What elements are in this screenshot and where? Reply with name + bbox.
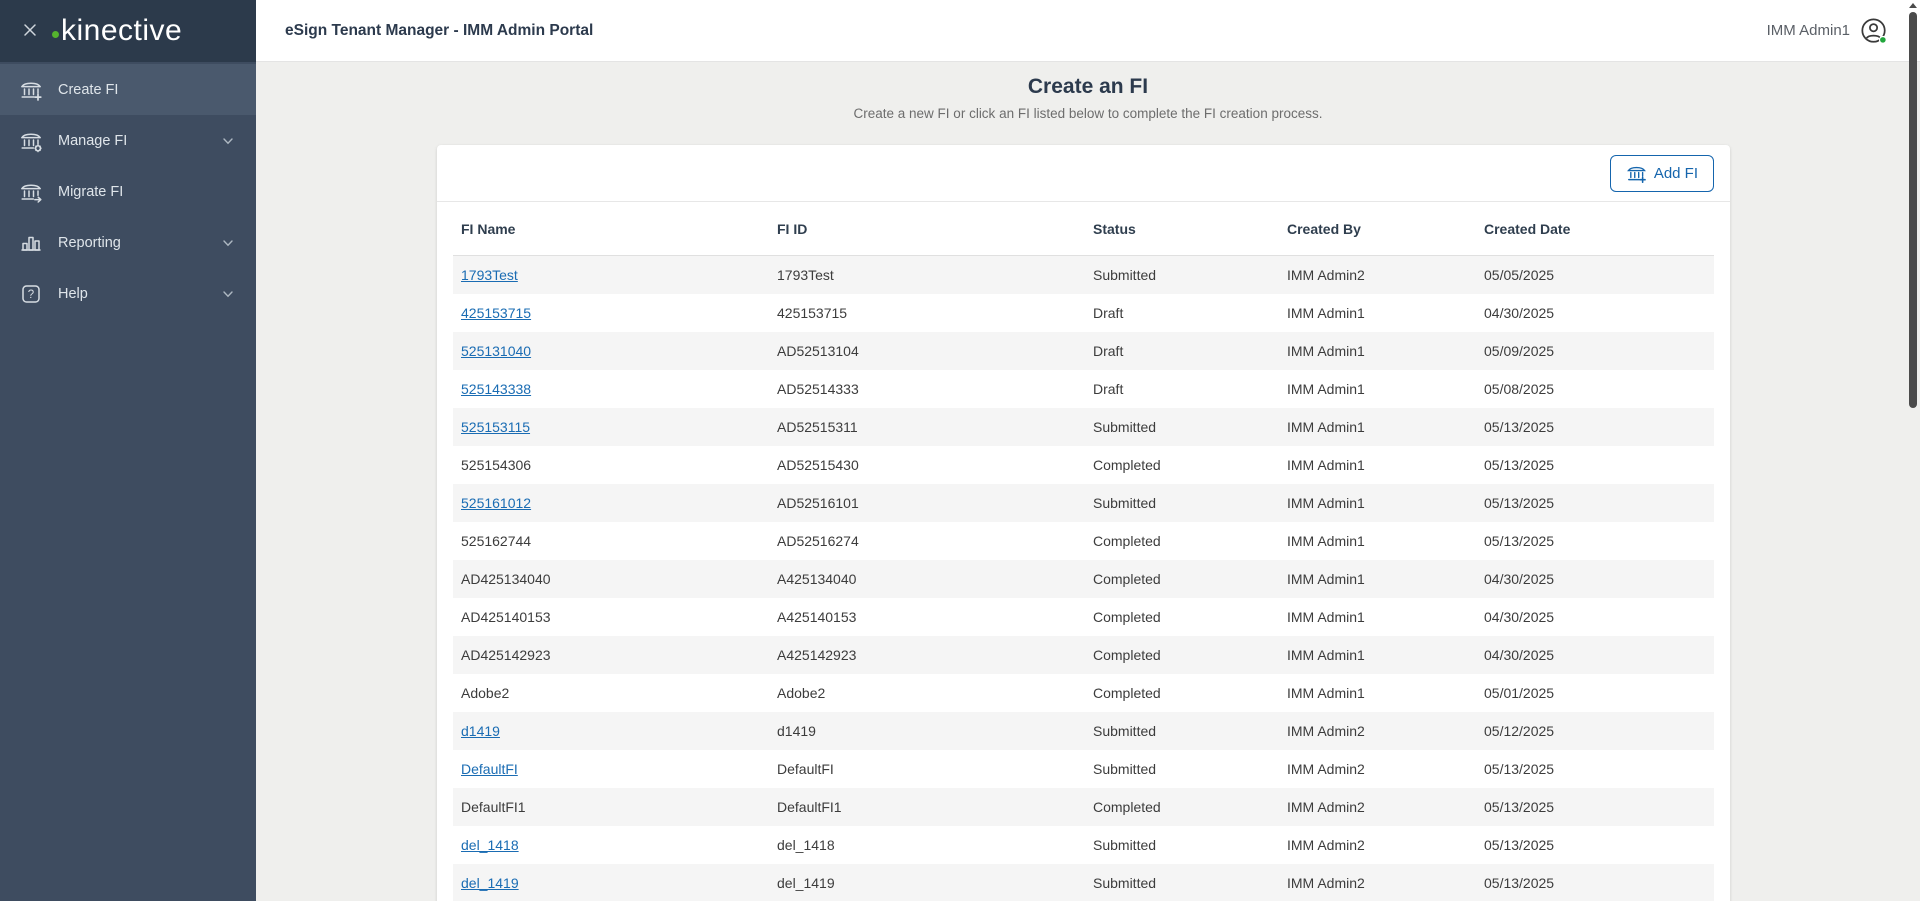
user-icon [1860,17,1888,45]
table-row [453,256,1714,294]
cell-created-by: IMM Admin1 [1287,647,1365,663]
table-row [453,674,1714,712]
sidebar-item-label: Help [58,285,88,302]
table-row [453,446,1714,484]
table-body [453,256,1714,901]
sidebar-item-label: Migrate FI [58,183,124,200]
cell-fi-name [453,837,769,853]
sidebar-item-label: Create FI [58,81,119,98]
cell-fi-name [453,267,769,283]
cell-created-date: 05/13/2025 [1484,457,1555,473]
fi-name-link[interactable]: 525161012 [461,495,532,511]
cell-created-by: IMM Admin1 [1287,609,1365,625]
cell-created-by: IMM Admin1 [1287,457,1365,473]
cell-created-by: IMM Admin2 [1287,799,1365,815]
page-subtitle: Create a new FI or click an FI listed below to complete the FI creation process. [853,106,1323,121]
cell-created-date: 04/30/2025 [1484,571,1555,587]
cell-fi-name [453,419,769,435]
fi-name-link[interactable]: 425153715 [461,305,532,321]
chevron-down-icon [220,235,236,251]
svg-text:?: ? [27,288,35,301]
cell-fi-id: A425140153 [777,609,857,625]
cell-status: Draft [1093,381,1124,397]
page-scrollbar [1906,0,1920,901]
fi-name-link[interactable]: 525153115 [461,419,531,435]
cell-fi-name [453,723,769,739]
sidebar-item-reporting[interactable] [0,217,256,268]
cell-created-date: 04/30/2025 [1484,609,1555,625]
sidebar [0,0,256,901]
table-row [453,484,1714,522]
cell-status: Submitted [1093,837,1157,853]
cell-fi-id: A425142923 [777,647,857,663]
cell-fi-name: AD425140153 [461,609,551,625]
cell-created-date: 05/12/2025 [1484,723,1555,739]
fi-list-card [437,145,1730,901]
table-row [453,332,1714,370]
sidebar-item-help[interactable] [0,268,256,319]
cell-created-by: IMM Admin1 [1287,571,1365,587]
cell-status: Submitted [1093,267,1157,283]
sidebar-menu [0,62,256,319]
cell-fi-name: DefaultFI1 [461,799,526,815]
cell-created-date: 04/30/2025 [1484,305,1555,321]
cell-fi-id: 425153715 [777,305,848,321]
cell-status: Completed [1093,609,1161,625]
column-header: FI Name [461,220,516,237]
cell-fi-id: del_1419 [777,875,835,891]
cell-created-by: IMM Admin1 [1287,343,1365,359]
fi-name-link[interactable]: del_1419 [461,875,519,891]
cell-status: Submitted [1093,723,1157,739]
table-row [453,408,1714,446]
cell-created-by: IMM Admin2 [1287,723,1365,739]
top-header-bar [256,0,1920,62]
cell-fi-name: 525154306 [461,457,532,473]
fi-table [453,202,1714,901]
table-row [453,750,1714,788]
cell-fi-id: d1419 [777,723,816,739]
cell-created-date: 05/09/2025 [1484,343,1555,359]
bank-plus-icon [1626,163,1647,184]
cell-fi-name [453,343,769,359]
column-header: Created Date [1484,220,1571,237]
table-row [453,864,1714,901]
cell-created-date: 04/30/2025 [1484,647,1555,663]
cell-created-by: IMM Admin1 [1287,685,1365,701]
cell-created-by: IMM Admin2 [1287,761,1365,777]
cell-created-by: IMM Admin1 [1287,495,1365,511]
cell-fi-name [453,381,769,397]
sidebar-item-label: Manage FI [58,132,128,149]
sidebar-item-migrate-fi[interactable] [0,166,256,217]
cell-status: Completed [1093,533,1161,549]
fi-name-link[interactable]: 525131040 [461,343,532,359]
table-row [453,712,1714,750]
card-toolbar [437,145,1730,202]
content-area [256,62,1920,901]
bank-arrow-icon [18,179,44,205]
cell-status: Submitted [1093,761,1157,777]
cell-status: Completed [1093,799,1161,815]
cell-fi-name: AD425134040 [461,571,551,587]
cell-fi-id: DefaultFI1 [777,799,842,815]
cell-fi-id: AD52513104 [777,343,859,359]
fi-name-link[interactable]: 525143338 [461,381,532,397]
cell-created-date: 05/13/2025 [1484,799,1555,815]
cell-created-by: IMM Admin1 [1287,419,1365,435]
sidebar-item-label: Reporting [58,234,121,251]
table-row [453,560,1714,598]
cell-fi-name [453,875,769,891]
cell-created-by: IMM Admin1 [1287,533,1365,549]
cell-fi-id: 1793Test [777,267,834,283]
bank-plus-icon [18,77,44,103]
kinective-logo [52,16,182,46]
cell-created-by: IMM Admin2 [1287,875,1365,891]
table-row [453,522,1714,560]
app-title: eSign Tenant Manager - IMM Admin Portal [285,21,594,39]
cell-fi-name [453,305,769,321]
table-row [453,370,1714,408]
cell-fi-name: Adobe2 [461,685,510,701]
table-header-row [453,202,1714,256]
user-name: IMM Admin1 [1766,22,1850,39]
help-icon [18,281,44,307]
logo-green-dot-icon [52,31,59,38]
cell-status: Completed [1093,457,1161,473]
cell-fi-id: AD52516274 [777,533,859,549]
table-row [453,294,1714,332]
chevron-down-icon [220,133,236,149]
sidebar-item-manage-fi[interactable] [0,115,256,166]
cell-fi-name [453,761,769,777]
cell-created-date: 05/08/2025 [1484,381,1555,397]
logo-text: kinective [61,14,183,47]
user-avatar-button[interactable] [1860,17,1888,45]
table-row [453,598,1714,636]
fi-name-link[interactable]: del_1418 [461,837,519,853]
cell-fi-id: AD52514333 [777,381,859,397]
add-fi-button[interactable] [1610,155,1714,192]
column-header: Status [1093,220,1136,237]
cell-created-date: 05/13/2025 [1484,495,1555,511]
cell-created-date: 05/01/2025 [1484,685,1555,701]
cell-created-by: IMM Admin1 [1287,305,1365,321]
close-sidebar-button[interactable] [16,17,44,45]
cell-created-date: 05/05/2025 [1484,267,1555,283]
cell-fi-id: Adobe2 [777,685,826,701]
cell-status: Submitted [1093,875,1157,891]
scrollbar-up-arrow[interactable] [1909,3,1917,8]
cell-fi-id: DefaultFI [777,761,834,777]
add-fi-label: Add FI [1653,164,1698,182]
sidebar-item-create-fi[interactable] [0,64,256,115]
cell-created-by: IMM Admin2 [1287,837,1365,853]
cell-fi-name [453,495,769,511]
cell-created-date: 05/13/2025 [1484,875,1555,891]
fi-name-link[interactable]: d1419 [461,723,500,739]
fi-name-link[interactable]: 1793Test [461,267,518,283]
cell-status: Draft [1093,305,1124,321]
close-icon [21,21,39,42]
cell-fi-id: A425134040 [777,571,857,587]
cell-fi-name: AD425142923 [461,647,551,663]
sidebar-header [0,0,256,62]
chevron-down-icon [220,286,236,302]
cell-created-date: 05/13/2025 [1484,837,1555,853]
cell-created-by: IMM Admin1 [1287,381,1365,397]
bar-chart-icon [18,230,44,256]
column-header: Created By [1287,220,1361,237]
table-row [453,788,1714,826]
cell-created-date: 05/13/2025 [1484,761,1555,777]
table-row [453,826,1714,864]
cell-fi-id: AD52516101 [777,495,859,511]
cell-fi-id: AD52515311 [777,419,858,435]
fi-name-link[interactable]: DefaultFI [461,761,518,777]
cell-status: Submitted [1093,419,1157,435]
user-area [1767,17,1888,45]
column-header: FI ID [777,220,808,237]
table-row [453,636,1714,674]
cell-created-by: IMM Admin2 [1287,267,1365,283]
cell-fi-name: 525162744 [461,533,532,549]
cell-status: Draft [1093,343,1124,359]
cell-fi-id: AD52515430 [777,457,859,473]
cell-status: Completed [1093,571,1161,587]
main-column [256,0,1920,901]
bank-gear-icon [18,128,44,154]
cell-created-date: 05/13/2025 [1484,419,1555,435]
cell-status: Submitted [1093,495,1157,511]
cell-status: Completed [1093,685,1161,701]
cell-fi-id: del_1418 [777,837,835,853]
cell-status: Completed [1093,647,1161,663]
cell-created-date: 05/13/2025 [1484,533,1555,549]
page-title: Create an FI [1027,75,1149,98]
scrollbar-thumb[interactable] [1909,12,1917,408]
